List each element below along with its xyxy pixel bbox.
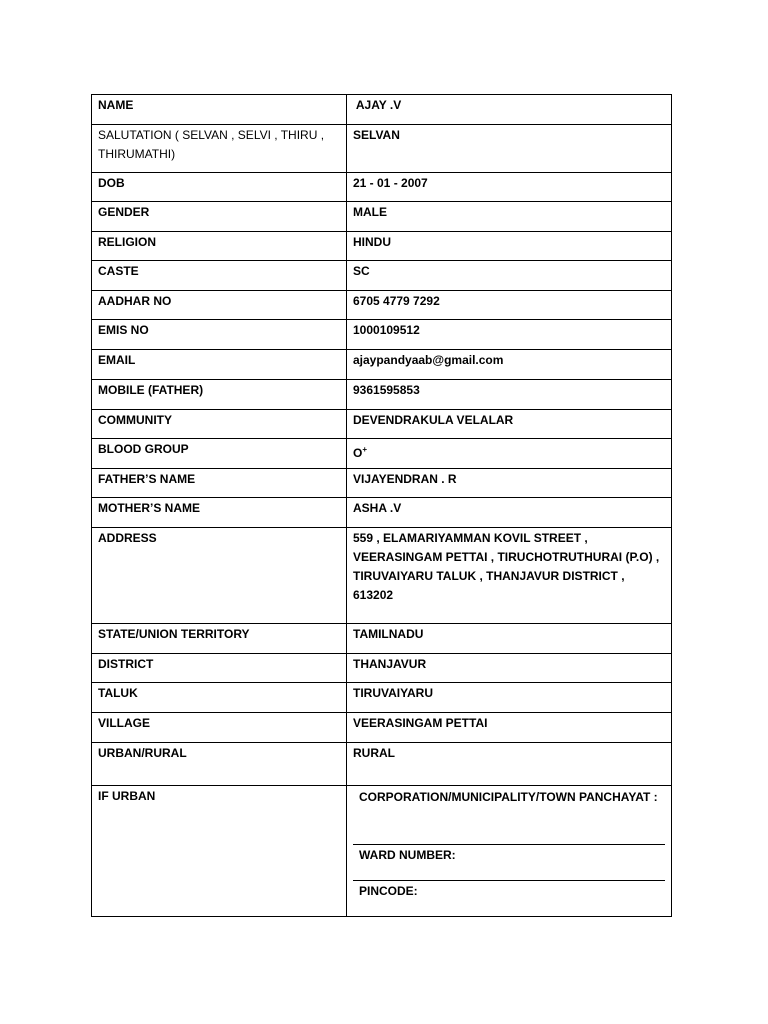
row-emis: [92, 320, 672, 350]
label-name: NAME: [92, 95, 347, 125]
label-state: STATE/UNION TERRITORY: [92, 624, 347, 654]
value-address: 559 , ELAMARIYAMMAN KOVIL STREET , VEERASINGAM PETTAI , TIRUCHOTRUTHURAI (P.O) , TIRUVAIYARU TALUK , THANJAVUR DISTRICT , 613202: [347, 528, 672, 624]
label-caste: CASTE: [92, 261, 347, 291]
row-address: [92, 528, 672, 624]
label-religion: RELIGION: [92, 232, 347, 261]
label-emis: EMIS NO: [92, 320, 347, 350]
row-salutation: [92, 125, 672, 173]
value-district: THANJAVUR: [347, 654, 672, 683]
value-aadhar: 6705 4779 7292: [347, 291, 672, 320]
value-if-urban: [347, 786, 672, 917]
label-village: VILLAGE: [92, 713, 347, 743]
row-village: [92, 713, 672, 743]
label-gender: GENDER: [92, 202, 347, 232]
row-if-urban: [92, 786, 672, 917]
blood-group-sign: +: [362, 445, 368, 454]
row-name: [92, 95, 672, 125]
label-taluk: TALUK: [92, 683, 347, 713]
value-email: ajaypandyaab@gmail.com: [347, 350, 672, 380]
value-mother-name: ASHA .V: [347, 498, 672, 528]
value-name: AJAY .V: [347, 95, 672, 125]
value-father-name: VIJAYENDRAN . R: [347, 469, 672, 498]
row-email: [92, 350, 672, 380]
value-blood-group: [347, 439, 672, 469]
pincode-field: [353, 881, 665, 916]
row-district: [92, 654, 672, 683]
pincode-label: PINCODE:: [359, 884, 418, 898]
row-mother-name: [92, 498, 672, 528]
student-details-table: [91, 94, 672, 917]
label-father-name: FATHER’S NAME: [92, 469, 347, 498]
value-caste: SC: [347, 261, 672, 291]
label-email: EMAIL: [92, 350, 347, 380]
label-address: ADDRESS: [92, 528, 347, 624]
value-religion: HINDU: [347, 232, 672, 261]
label-if-urban: IF URBAN: [92, 786, 347, 917]
row-caste: [92, 261, 672, 291]
row-father-name: [92, 469, 672, 498]
blood-group-letter: O: [353, 446, 363, 460]
value-community: DEVENDRAKULA VELALAR: [347, 410, 672, 439]
value-village: VEERASINGAM PETTAI: [347, 713, 672, 743]
row-gender: [92, 202, 672, 232]
row-mobile: [92, 380, 672, 410]
value-mobile: 9361595853: [347, 380, 672, 410]
corporation-label: CORPORATION/MUNICIPALITY/TOWN PANCHAYAT :: [359, 790, 658, 804]
label-salutation: SALUTATION ( SELVAN , SELVI , THIRU , THIRUMATHI): [92, 125, 347, 173]
row-state: [92, 624, 672, 654]
label-blood-group: BLOOD GROUP: [92, 439, 347, 469]
row-community: [92, 410, 672, 439]
ward-number-field: [353, 845, 665, 881]
label-aadhar: AADHAR NO: [92, 291, 347, 320]
label-mother-name: MOTHER’S NAME: [92, 498, 347, 528]
value-salutation: SELVAN: [347, 125, 672, 173]
label-dob: DOB: [92, 173, 347, 202]
row-taluk: [92, 683, 672, 713]
value-urban-rural: RURAL: [347, 743, 672, 786]
value-dob: 21 - 01 - 2007: [347, 173, 672, 202]
label-urban-rural: URBAN/RURAL: [92, 743, 347, 786]
label-community: COMMUNITY: [92, 410, 347, 439]
label-district: DISTRICT: [92, 654, 347, 683]
value-state: TAMILNADU: [347, 624, 672, 654]
row-urban-rural: [92, 743, 672, 786]
row-religion: [92, 232, 672, 261]
corporation-field: [353, 787, 665, 845]
value-taluk: TIRUVAIYARU: [347, 683, 672, 713]
row-aadhar: [92, 291, 672, 320]
value-emis: 1000109512: [347, 320, 672, 350]
label-mobile: MOBILE (FATHER): [92, 380, 347, 410]
ward-number-label: WARD NUMBER:: [359, 848, 456, 862]
row-dob: [92, 173, 672, 202]
row-blood-group: [92, 439, 672, 469]
value-gender: MALE: [347, 202, 672, 232]
